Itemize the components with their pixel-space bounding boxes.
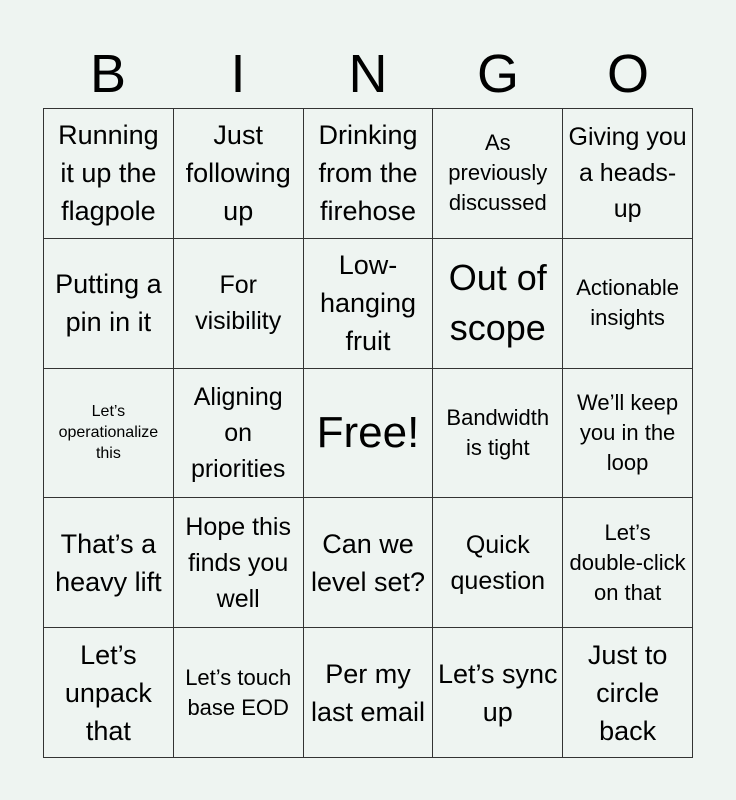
bingo-cell[interactable] (433, 109, 563, 239)
cell-text: Putting a pin in it (55, 269, 162, 338)
cell-text: Let’s operationalize this (58, 403, 159, 463)
cell-text: Drinking from the firehose (318, 120, 418, 227)
cell-text: Low-hanging fruit (319, 250, 417, 357)
cell-text: Just to circle back (587, 639, 668, 746)
cell-text: For visibility (195, 271, 282, 336)
bingo-cell[interactable] (44, 369, 174, 499)
bingo-cell[interactable] (563, 369, 693, 499)
cell-text: Let’s sync up (438, 658, 558, 727)
cell-text: Quick question (450, 530, 546, 595)
bingo-cell[interactable] (44, 109, 174, 239)
bingo-cell[interactable] (433, 239, 563, 369)
bingo-board (43, 108, 693, 758)
cell-text: Per my last email (310, 658, 426, 727)
header-letter-g: G (476, 44, 519, 104)
bingo-cell[interactable] (563, 109, 693, 239)
cell-text: Hope this finds you well (185, 512, 291, 613)
cell-text: We’ll keep you in the loop (577, 389, 679, 475)
bingo-cell[interactable] (563, 628, 693, 758)
header-letter-i: I (230, 44, 246, 104)
header-letter-b: B (89, 44, 127, 104)
bingo-cell[interactable] (563, 498, 693, 628)
cell-text: As previously discussed (448, 130, 548, 216)
cell-text: Let’s touch base EOD (185, 664, 292, 720)
bingo-cell[interactable] (433, 369, 563, 499)
header-letter-n: N (348, 44, 388, 104)
bingo-cell[interactable] (433, 628, 563, 758)
cell-text: Actionable insights (576, 275, 679, 331)
bingo-cell[interactable] (433, 498, 563, 628)
cell-text: Let’s unpack that (64, 639, 152, 746)
cell-text: Let’s double-click on that (569, 519, 686, 605)
bingo-cell[interactable] (304, 109, 434, 239)
cell-text: Can we level set? (310, 528, 426, 597)
bingo-cell[interactable] (174, 109, 304, 239)
bingo-cell[interactable] (304, 239, 434, 369)
bingo-cell[interactable] (304, 498, 434, 628)
bingo-cell[interactable] (304, 628, 434, 758)
cell-text: Out of scope (448, 257, 547, 349)
cell-text: Running it up the flagpole (58, 120, 159, 227)
header-letter-o: O (606, 44, 649, 104)
bingo-cell[interactable] (174, 628, 304, 758)
free-space-cell[interactable] (304, 369, 434, 499)
bingo-cell[interactable] (174, 239, 304, 369)
bingo-cell[interactable] (174, 369, 304, 499)
bingo-cell[interactable] (44, 498, 174, 628)
cell-text: Just following up (185, 120, 291, 227)
bingo-cell[interactable] (44, 628, 174, 758)
cell-text: Bandwidth is tight (446, 404, 550, 460)
cell-text: That’s a heavy lift (55, 528, 162, 597)
bingo-header (43, 40, 693, 108)
bingo-cell[interactable] (174, 498, 304, 628)
bingo-cell[interactable] (563, 239, 693, 369)
free-space-text: Free! (316, 407, 420, 457)
bingo-cell[interactable] (44, 239, 174, 369)
cell-text: Aligning on priorities (190, 382, 286, 483)
cell-text: Giving you a heads-up (568, 123, 687, 224)
